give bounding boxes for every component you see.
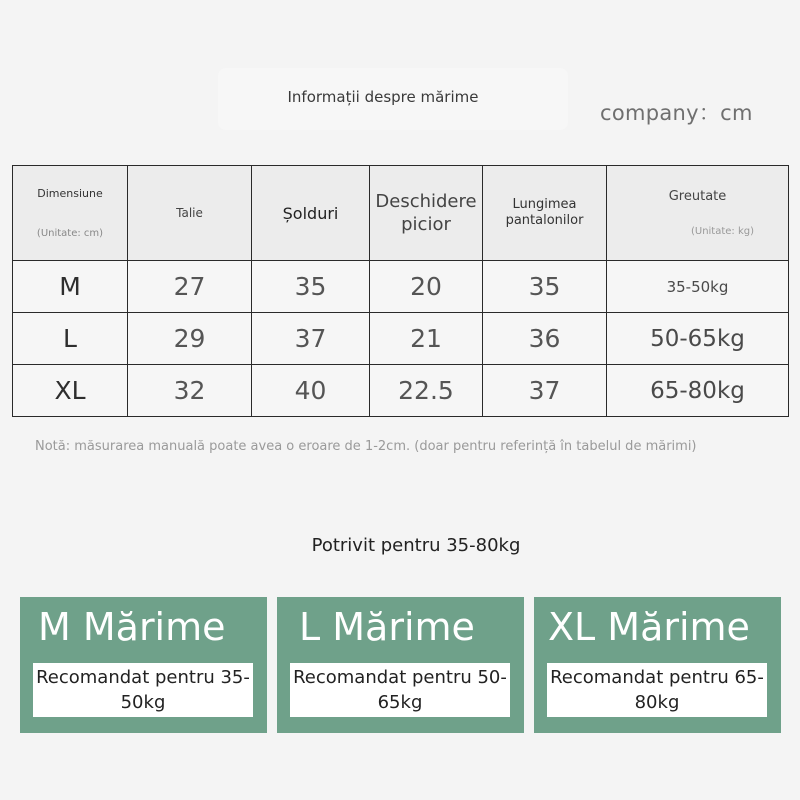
weight-cell: 65-80kg [607,365,789,417]
size-card-xl [534,597,781,733]
header-dimension-unit: (Unitate: cm) [36,228,104,239]
leg-cell: 21 [370,313,483,365]
leg-cell: 22.5 [370,365,483,417]
size-cell: XL [13,365,128,417]
header-weight-unit: (Unitate: kg) [690,226,755,237]
waist-cell: 29 [128,313,252,365]
table-row [13,261,789,313]
hips-cell: 35 [252,261,370,313]
length-cell: 36 [483,313,607,365]
size-card-title: L Mărime [299,605,475,649]
waist-cell: 32 [128,365,252,417]
header-leg-opening [370,166,483,261]
hips-cell: 40 [252,365,370,417]
unit-label: company：cm [600,101,753,125]
hips-cell: 37 [252,313,370,365]
size-card-recommendation: Recomandat pentru 65-80kg [547,663,767,717]
length-cell: 37 [483,365,607,417]
table-row [13,313,789,365]
measurement-note: Notă: măsurarea manuală poate avea o eroare de 1-2cm. (doar pentru referință în tabelul de mărimi) [35,439,697,454]
leg-cell: 20 [370,261,483,313]
header-leg-opening-label: Deschidere picior [375,191,477,235]
length-cell: 35 [483,261,607,313]
header-waist [128,166,252,261]
size-card-l [277,597,524,733]
header-hips [252,166,370,261]
size-cell: M [13,261,128,313]
fit-range-text: Potrivit pentru 35-80kg [311,535,521,556]
size-table [12,165,789,417]
page-title: Informații despre mărime [287,88,479,106]
weight-cell: 50-65kg [607,313,789,365]
header-hips-label: Șolduri [282,203,339,223]
size-card-title: XL Mărime [548,605,750,649]
header-length [483,166,607,261]
weight-cell: 35-50kg [607,261,789,313]
waist-cell: 27 [128,261,252,313]
size-card-title: M Mărime [38,605,226,649]
table-row [13,365,789,417]
table-header-row [13,166,789,261]
size-card-m [20,597,267,733]
header-weight-label: Greutate [668,189,727,204]
size-card-recommendation: Recomandat pentru 35-50kg [33,663,253,717]
header-dimension-label: Dimensiune [37,187,103,200]
size-cell: L [13,313,128,365]
header-weight [607,166,789,261]
header-waist-label: Talie [176,206,203,220]
size-card-recommendation: Recomandat pentru 50-65kg [290,663,510,717]
header-length-label: Lungimea pantalonilor [505,197,584,228]
header-dimension [13,166,128,261]
